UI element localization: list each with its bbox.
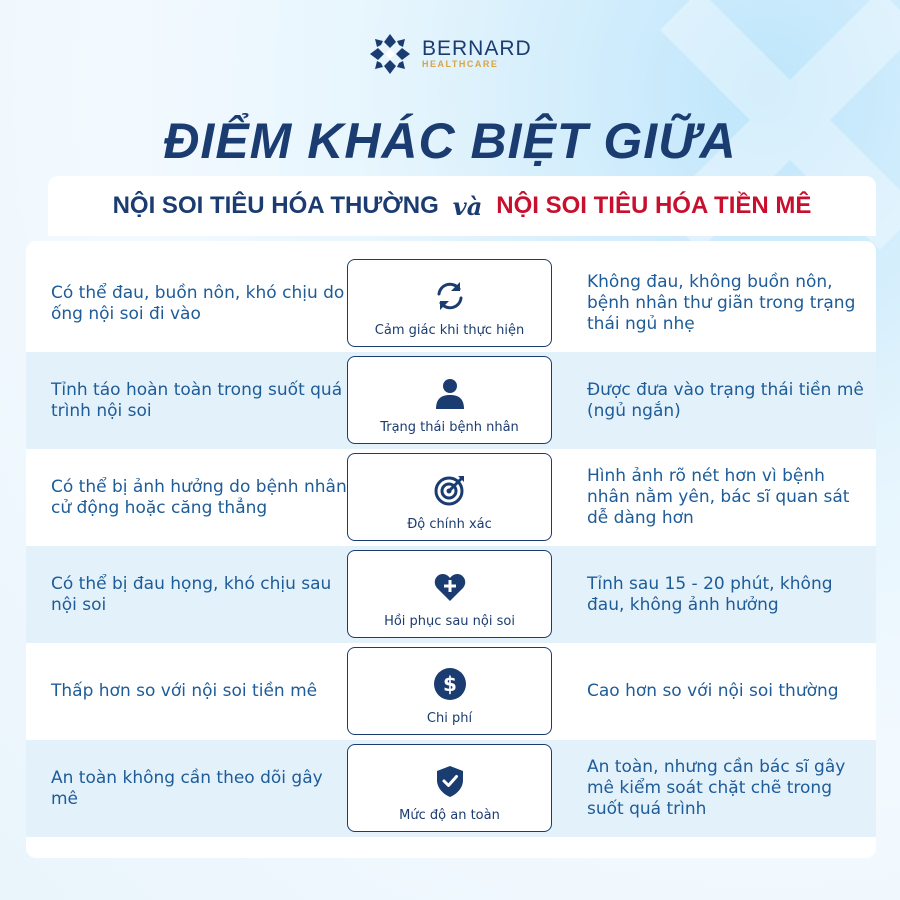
shield-check-icon (433, 764, 467, 798)
left-cell: An toàn không cần theo dõi gây mê (51, 767, 323, 809)
criterion-label: Cảm giác khi thực hiện (374, 323, 525, 338)
criterion-box (347, 550, 552, 638)
table-row (26, 546, 876, 643)
criterion-box (347, 259, 552, 347)
brand-logo (366, 30, 532, 78)
dollar-icon (433, 667, 467, 701)
criterion-box (347, 356, 552, 444)
right-cell: Không đau, không buồn nôn, bệnh nhân thư giãn trong trạng thái ngủ nhẹ (587, 272, 856, 334)
left-cell: Có thể bị ảnh hưởng do bệnh nhân cử động hoặc căng thẳng (51, 476, 347, 518)
criterion-label: Độ chính xác (407, 517, 492, 532)
right-cell: Được đưa vào trạng thái tiền mê (ngủ ngắn) (587, 379, 864, 421)
brand-name: BERNARD (422, 37, 532, 60)
comparison-header (48, 176, 876, 236)
table-row (26, 352, 876, 449)
table-row (26, 643, 876, 740)
table-row (26, 449, 876, 546)
criterion-box (347, 744, 552, 832)
svg-text:$: $ (442, 672, 457, 696)
right-cell: An toàn, nhưng cần bác sĩ gây mê kiểm soát chặt chẽ trong suốt quá trình (587, 757, 846, 819)
refresh-icon (433, 279, 467, 313)
left-cell: Có thể bị đau họng, khó chịu sau nội soi (51, 573, 332, 615)
page-title: ĐIỂM KHÁC BIỆT GIỮA (163, 113, 737, 169)
comparison-table (26, 241, 876, 858)
criterion-box (347, 453, 552, 541)
criterion-box (347, 647, 552, 735)
user-icon (433, 376, 467, 410)
left-cell: Thấp hơn so với nội soi tiền mê (51, 681, 318, 701)
right-cell: Hình ảnh rõ nét hơn vì bệnh nhân nằm yên, bác sĩ quan sát dễ dàng hơn (587, 466, 850, 528)
right-cell: Cao hơn so với nội soi thường (587, 681, 839, 701)
right-cell: Tỉnh sau 15 - 20 phút, không đau, không ảnh hưởng (587, 573, 833, 615)
right-method-label: NỘI SOI TIÊU HÓA TIỀN MÊ (496, 192, 812, 219)
criterion-label: Mức độ an toàn (399, 808, 500, 823)
left-cell: Có thể đau, buồn nôn, khó chịu do ống nội soi đi vào (51, 282, 345, 324)
left-cell: Tỉnh táo hoàn toàn trong suốt quá trình nội soi (51, 379, 343, 421)
connector-label: và (452, 191, 483, 221)
criterion-label: Chi phí (426, 711, 473, 726)
left-method-label: NỘI SOI TIÊU HÓA THƯỜNG (112, 192, 439, 219)
target-icon (433, 473, 467, 507)
criterion-label: Hồi phục sau nội soi (384, 614, 515, 629)
brand-tagline: HEALTHCARE (422, 59, 499, 69)
heart-plus-icon (433, 570, 467, 604)
criterion-label: Trạng thái bệnh nhân (380, 420, 519, 435)
table-row (26, 255, 876, 352)
table-row (26, 740, 876, 837)
bernard-logo-icon (366, 30, 414, 78)
